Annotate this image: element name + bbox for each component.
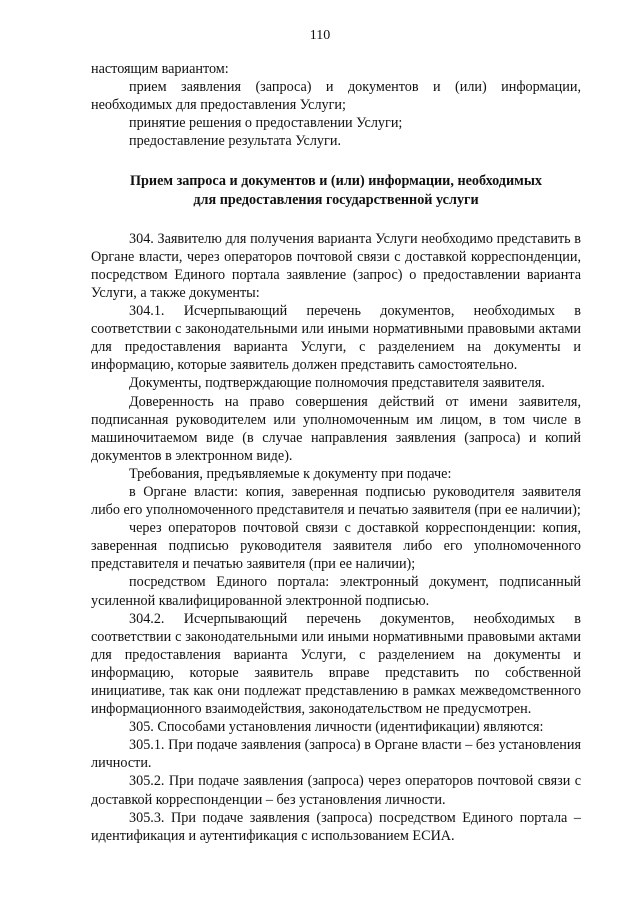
section-heading-line: для предоставления государственной услуги	[193, 191, 479, 208]
paragraph: Требования, предъявляемые к документу при подаче:	[129, 465, 452, 482]
variant-step: прием заявления (запроса) и документов и (или) информации, необходимых для предоставления Услуги;	[91, 79, 581, 114]
paragraph-305-1: 305.1. При подаче заявления (запроса) в Органе власти – без установления личности.	[91, 737, 581, 772]
paragraph: посредством Единого портала: электронный документ, подписанный усиленной квалифицированной электронной подписью.	[91, 574, 581, 609]
paragraph-305-3: 305.3. При подаче заявления (запроса) посредством Единого портала – идентификация и аутентификация с использованием ЕСИА.	[91, 809, 581, 844]
paragraph: через операторов почтовой связи с доставкой корреспонденции: копия, заверенная подписью руководителя заявителя либо его уполномоченного представителя и печатью заявителя (при ее наличии);	[91, 520, 581, 573]
paragraph-305-2: 305.2. При подаче заявления (запроса) через операторов почтовой связи с доставкой корреспонденции – без установления личности.	[91, 773, 581, 808]
paragraph-304: 304. Заявителю для получения варианта Услуги необходимо представить в Органе власти, через операторов почтовой связи с доставкой корреспонденции, посредством Единого портала заявление (запрос) о предоставлении варианта Услуги, а также документы:	[91, 230, 581, 301]
variant-step: предоставление результата Услуги.	[129, 133, 341, 150]
section-heading	[91, 172, 581, 208]
paragraph: Доверенность на право совершения действий от имени заявителя, подписанная руководителем или уполномоченным им лицом, в том числе в машиночитаемом виде (в случае направления заявления (запроса) и копий документов в электронном виде).	[91, 393, 581, 464]
paragraph: Документы, подтверждающие полномочия представителя заявителя.	[129, 375, 545, 392]
intro-line: настоящим вариантом:	[91, 61, 229, 77]
paragraph-304-1: 304.1. Исчерпывающий перечень документов, необходимых в соответствии с законодательными или иными нормативными правовыми актами для предоставления варианта Услуги, с разделением на документы и информацию, которые заявитель должен представить самостоятельно.	[91, 303, 581, 374]
paragraph-305: 305. Способами установления личности (идентификации) являются:	[129, 719, 544, 736]
paragraph: в Органе власти: копия, заверенная подписью руководителя заявителя либо его уполномоченного представителя и печатью заявителя (при ее наличии);	[91, 483, 581, 519]
section-heading-line: Прием запроса и документов и (или) информации, необходимых	[129, 173, 542, 190]
variant-step: принятие решения о предоставлении Услуги;	[129, 115, 403, 132]
page-number: 110	[309, 28, 331, 43]
document-body	[91, 60, 581, 845]
paragraph-304-2: 304.2. Исчерпывающий перечень документов, необходимых в соответствии с законодательными или иными нормативными правовыми актами для предоставления варианта Услуги, с разделением на документы и информацию, которые заявитель вправе представить по собственной инициативе, так как они подлежат представлению в рамках межведомственного информационного взаимодействия, законодательством не предусмотрен.	[91, 610, 581, 718]
